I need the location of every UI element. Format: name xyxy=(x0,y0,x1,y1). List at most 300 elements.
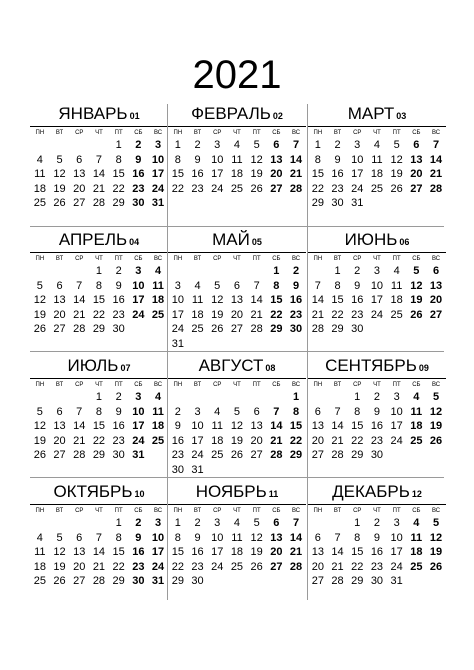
month-name: ИЮЛЬ xyxy=(67,356,119,375)
calendar-day: 24 xyxy=(351,182,364,195)
weekend-day: 14 xyxy=(289,531,303,544)
weekday-label: СР xyxy=(213,382,222,388)
calendar-day: 13 xyxy=(311,546,324,559)
weekend-day: 8 xyxy=(273,279,280,292)
weekend-day: 26 xyxy=(410,308,423,321)
calendar-day: 16 xyxy=(112,294,125,307)
calendar-day: 9 xyxy=(373,405,380,418)
month-name: МАРТ xyxy=(347,104,395,123)
calendar-day: 2 xyxy=(373,391,380,403)
calendar-day: 19 xyxy=(53,182,66,195)
calendar-day: 25 xyxy=(230,182,244,195)
month-header xyxy=(168,356,306,376)
calendar-day: 29 xyxy=(171,575,184,588)
weekend-day: 24 xyxy=(132,308,145,321)
weekend-day: 13 xyxy=(410,153,423,166)
month-number: 08 xyxy=(265,363,276,373)
calendar-day: 10 xyxy=(211,153,224,166)
month-block xyxy=(308,482,446,597)
month-header-rule xyxy=(308,126,446,127)
calendar-day: 18 xyxy=(390,294,403,307)
weekday-label: ВТ xyxy=(55,256,64,262)
calendar-day: 26 xyxy=(390,182,403,195)
month-header-rule xyxy=(308,252,446,253)
weekend-day: 9 xyxy=(135,153,142,166)
calendar-day: 4 xyxy=(214,405,221,418)
calendar-day: 20 xyxy=(311,560,324,573)
calendar-day: 14 xyxy=(331,546,344,559)
weekend-day: 31 xyxy=(151,197,165,210)
calendar-day: 1 xyxy=(95,265,102,277)
calendar-day: 17 xyxy=(211,546,224,559)
calendar-day: 21 xyxy=(92,182,106,195)
calendar-day: 15 xyxy=(112,168,125,181)
weekend-day: 7 xyxy=(432,139,440,151)
weekday-label: СБ xyxy=(412,130,421,136)
weekend-day: 9 xyxy=(292,279,300,292)
calendar-day: 7 xyxy=(95,531,102,544)
calendar-day: 5 xyxy=(393,139,400,151)
calendar-day: 25 xyxy=(370,182,384,195)
month-number: 11 xyxy=(268,489,279,499)
row-divider xyxy=(30,477,444,478)
weekday-label: ПН xyxy=(35,382,45,388)
calendar-day: 2 xyxy=(194,139,201,151)
calendar-day: 15 xyxy=(331,294,344,307)
calendar-day: 25 xyxy=(230,560,244,573)
calendar-day: 16 xyxy=(191,168,204,181)
weekend-day: 15 xyxy=(270,294,283,307)
month-name: ОКТЯБРЬ xyxy=(53,482,133,501)
calendar-day: 9 xyxy=(194,531,201,544)
calendar-day: 27 xyxy=(311,575,324,588)
weekday-label: ПТ xyxy=(392,508,401,514)
weekend-day: 30 xyxy=(132,575,145,588)
month-block xyxy=(308,356,446,471)
calendar-day: 3 xyxy=(214,139,221,151)
weekday-label: СР xyxy=(213,508,222,514)
calendar-day: 22 xyxy=(171,560,184,573)
month-header xyxy=(30,104,168,124)
calendar-day: 29 xyxy=(331,323,344,336)
calendar-day: 13 xyxy=(250,420,263,433)
weekend-day: 25 xyxy=(151,308,165,321)
calendar-day: 17 xyxy=(390,546,403,559)
weekend-day: 25 xyxy=(410,560,423,573)
weekday-label: ПТ xyxy=(252,382,261,388)
calendar-day: 23 xyxy=(171,449,184,462)
month-header-rule xyxy=(168,252,306,253)
weekday-label: ЧТ xyxy=(95,256,103,262)
weekend-day: 6 xyxy=(273,517,280,529)
weekend-day: 2 xyxy=(135,517,142,529)
weekend-day: 21 xyxy=(289,546,303,559)
weekday-label: ПТ xyxy=(252,130,261,136)
weekend-day: 28 xyxy=(289,182,303,195)
weekend-day: 19 xyxy=(429,546,443,559)
weekday-label: ПН xyxy=(313,508,323,514)
month-number: 03 xyxy=(396,111,407,121)
month-name: ФЕВРАЛЬ xyxy=(191,104,271,123)
calendar-day: 29 xyxy=(351,449,364,462)
weekday-label: СР xyxy=(353,508,362,514)
calendar-day: 1 xyxy=(95,391,102,403)
month-header xyxy=(308,356,446,376)
month-header-rule xyxy=(308,378,446,379)
weekend-day: 23 xyxy=(132,182,145,195)
month-header xyxy=(308,104,446,124)
weekend-day: 4 xyxy=(413,391,420,403)
calendar-day: 24 xyxy=(370,308,384,321)
calendar-day: 30 xyxy=(370,575,384,588)
calendar-day: 3 xyxy=(194,405,201,418)
month-number: 07 xyxy=(120,363,131,373)
weekend-day: 22 xyxy=(270,308,283,321)
calendar-day: 7 xyxy=(76,279,83,292)
weekday-label: ЧТ xyxy=(233,130,241,136)
month-block xyxy=(30,230,168,345)
weekday-label: ПН xyxy=(173,130,183,136)
calendar-day: 29 xyxy=(92,449,106,462)
calendar-day: 19 xyxy=(33,434,46,447)
weekend-day: 31 xyxy=(132,449,145,462)
weekend-day: 16 xyxy=(132,546,145,559)
year-title: 2021 xyxy=(192,53,282,97)
weekend-day: 21 xyxy=(289,168,303,181)
month-header-rule xyxy=(30,504,168,505)
weekend-day: 20 xyxy=(270,168,283,181)
weekday-label: СР xyxy=(353,256,362,262)
weekday-label: ПТ xyxy=(392,256,401,262)
calendar-day: 13 xyxy=(230,294,244,307)
calendar-day: 8 xyxy=(314,153,321,166)
weekday-label: ВТ xyxy=(193,508,202,514)
calendar-day: 9 xyxy=(174,420,181,433)
calendar-day: 2 xyxy=(334,139,341,151)
calendar-day: 28 xyxy=(331,575,344,588)
calendar-day: 29 xyxy=(92,323,106,336)
row-divider xyxy=(30,351,444,352)
weekday-label: СБ xyxy=(134,382,143,388)
calendar-day: 27 xyxy=(53,449,66,462)
calendar-day: 8 xyxy=(174,531,181,544)
weekday-label: ПТ xyxy=(392,382,401,388)
weekend-day: 17 xyxy=(132,420,145,433)
weekday-label: ВС xyxy=(291,130,301,136)
weekday-label: ВС xyxy=(431,508,441,514)
month-header-rule xyxy=(308,504,446,505)
weekend-day: 13 xyxy=(270,531,283,544)
calendar-day: 14 xyxy=(250,294,263,307)
weekend-day: 10 xyxy=(132,405,145,418)
month-block xyxy=(30,356,168,471)
weekend-day: 18 xyxy=(151,294,165,307)
calendar-day: 9 xyxy=(354,279,361,292)
weekday-label: СР xyxy=(213,130,222,136)
weekday-label: ПН xyxy=(35,508,45,514)
weekday-label: ПН xyxy=(173,256,183,262)
calendar-day: 4 xyxy=(36,153,43,166)
weekend-day: 3 xyxy=(135,265,142,277)
weekday-label: ВТ xyxy=(333,382,342,388)
calendar-day: 26 xyxy=(250,182,263,195)
calendar-day: 11 xyxy=(34,168,46,181)
calendar-day: 4 xyxy=(233,517,240,529)
calendar-day: 12 xyxy=(211,294,224,307)
calendar-day: 24 xyxy=(211,182,224,195)
month-block xyxy=(30,482,168,597)
weekday-label: СБ xyxy=(412,256,421,262)
calendar-day: 31 xyxy=(390,575,403,588)
calendar-day: 11 xyxy=(34,546,46,559)
calendar-day: 24 xyxy=(390,434,403,447)
calendar-day: 26 xyxy=(33,323,46,336)
calendar-day: 3 xyxy=(373,265,380,277)
calendar-day: 23 xyxy=(191,560,204,573)
calendar-day: 27 xyxy=(311,449,324,462)
calendar-day: 30 xyxy=(191,575,204,588)
weekend-day: 10 xyxy=(151,153,165,166)
calendar-day: 15 xyxy=(92,420,106,433)
calendar-day: 5 xyxy=(36,279,43,292)
calendar-day: 22 xyxy=(331,308,344,321)
weekday-label: ПТ xyxy=(252,508,261,514)
weekend-day: 23 xyxy=(132,560,145,573)
weekday-label: ВТ xyxy=(333,256,342,262)
calendar-day: 25 xyxy=(390,308,403,321)
calendar-day: 29 xyxy=(112,197,125,210)
calendar-day: 1 xyxy=(354,517,361,529)
calendar-day: 29 xyxy=(351,575,364,588)
calendar-day: 27 xyxy=(73,575,86,588)
weekend-day: 12 xyxy=(410,279,423,292)
calendar-day: 30 xyxy=(331,197,344,210)
calendar-day: 3 xyxy=(214,517,221,529)
weekend-day: 11 xyxy=(152,405,164,418)
weekend-day: 11 xyxy=(410,405,423,418)
weekend-day: 27 xyxy=(270,182,283,195)
weekday-label: ЧТ xyxy=(233,508,241,514)
month-block xyxy=(168,104,306,219)
month-number: 06 xyxy=(399,237,410,247)
weekend-day: 3 xyxy=(135,391,142,403)
calendar-day: 4 xyxy=(194,279,201,292)
weekday-label: ПТ xyxy=(114,382,123,388)
weekday-label: ВС xyxy=(431,382,441,388)
month-number: 12 xyxy=(411,489,422,499)
weekend-day: 21 xyxy=(429,168,443,181)
calendar-day: 14 xyxy=(92,168,106,181)
column-divider xyxy=(167,104,168,600)
weekday-label: СБ xyxy=(272,508,281,514)
calendar-day: 27 xyxy=(250,449,263,462)
weekday-label: СБ xyxy=(134,130,143,136)
calendar-day: 26 xyxy=(211,323,224,336)
calendar-day: 17 xyxy=(171,308,184,321)
weekend-day: 28 xyxy=(429,182,443,195)
month-block xyxy=(168,356,306,476)
weekend-day: 5 xyxy=(432,517,440,529)
calendar-day: 29 xyxy=(112,575,125,588)
calendar-day: 30 xyxy=(370,449,384,462)
weekday-label: СР xyxy=(353,382,362,388)
calendar-day: 24 xyxy=(390,560,403,573)
calendar-day: 2 xyxy=(115,265,122,277)
weekend-day: 6 xyxy=(432,265,440,277)
calendar-day: 15 xyxy=(311,168,324,181)
calendar-day: 23 xyxy=(191,182,204,195)
calendar-day: 26 xyxy=(33,449,46,462)
calendar-day: 12 xyxy=(53,168,66,181)
calendar-day: 23 xyxy=(112,308,125,321)
weekday-label: СБ xyxy=(412,508,421,514)
calendar-day: 20 xyxy=(73,560,86,573)
weekend-day: 25 xyxy=(151,434,165,447)
calendar-day: 8 xyxy=(115,531,122,544)
weekend-day: 4 xyxy=(154,265,162,277)
calendar-day: 7 xyxy=(76,405,83,418)
month-number: 09 xyxy=(418,363,429,373)
calendar-day: 26 xyxy=(250,560,263,573)
calendar-day: 26 xyxy=(53,575,66,588)
weekend-day: 17 xyxy=(151,168,165,181)
weekday-label: ВТ xyxy=(55,130,64,136)
weekday-label: СБ xyxy=(272,130,281,136)
month-header xyxy=(168,104,306,124)
calendar-day: 8 xyxy=(354,531,361,544)
calendar-day: 16 xyxy=(370,420,384,433)
calendar-day: 6 xyxy=(76,531,83,544)
weekend-day: 30 xyxy=(132,197,145,210)
calendar-day: 21 xyxy=(250,308,263,321)
calendar-day: 24 xyxy=(191,449,204,462)
weekend-day: 2 xyxy=(292,265,300,277)
calendar-day: 8 xyxy=(334,279,341,292)
calendar-day: 20 xyxy=(53,308,66,321)
calendar-day: 28 xyxy=(73,449,86,462)
weekday-label: ПТ xyxy=(392,130,401,136)
calendar-day: 19 xyxy=(33,308,46,321)
calendar-day: 30 xyxy=(171,464,184,476)
calendar-day: 1 xyxy=(354,391,361,403)
weekend-day: 12 xyxy=(429,531,443,544)
weekday-label: СР xyxy=(75,508,84,514)
calendar-day: 21 xyxy=(331,560,344,573)
weekday-label: ЧТ xyxy=(373,130,381,136)
calendar-day: 19 xyxy=(250,168,263,181)
calendar-day: 3 xyxy=(393,517,400,529)
calendar-day: 8 xyxy=(95,405,102,418)
weekend-day: 18 xyxy=(410,546,423,559)
month-header xyxy=(30,356,168,376)
calendar-day: 10 xyxy=(390,531,403,544)
calendar-day: 17 xyxy=(351,168,364,181)
calendar-day: 31 xyxy=(191,464,204,476)
calendar-day: 4 xyxy=(393,265,400,277)
calendar-day: 13 xyxy=(73,546,86,559)
weekend-day: 27 xyxy=(429,308,443,321)
calendar-day: 12 xyxy=(250,153,263,166)
calendar-day: 24 xyxy=(211,560,224,573)
weekend-day: 29 xyxy=(270,323,283,336)
calendar-day: 22 xyxy=(171,182,184,195)
weekend-day: 14 xyxy=(270,420,283,433)
calendar-day: 9 xyxy=(115,279,122,292)
weekday-label: ПН xyxy=(313,256,323,262)
calendar-day: 22 xyxy=(112,182,125,195)
calendar-day: 31 xyxy=(351,197,364,210)
calendar-day: 15 xyxy=(171,546,184,559)
calendar-day: 12 xyxy=(53,546,66,559)
calendar-day: 13 xyxy=(73,168,86,181)
calendar-day: 16 xyxy=(331,168,344,181)
month-header-rule xyxy=(168,378,306,379)
weekday-label: ВТ xyxy=(193,382,202,388)
calendar-day: 22 xyxy=(92,308,106,321)
calendar-day: 6 xyxy=(56,405,63,418)
calendar-day: 14 xyxy=(311,294,324,307)
calendar-day: 10 xyxy=(390,405,403,418)
calendar-day: 5 xyxy=(214,279,221,292)
calendar-day: 14 xyxy=(73,294,86,307)
weekday-label: ПН xyxy=(313,382,323,388)
weekend-day: 28 xyxy=(289,560,303,573)
calendar-day: 3 xyxy=(354,139,361,151)
weekday-label: ВТ xyxy=(193,256,202,262)
weekend-day: 10 xyxy=(151,531,165,544)
calendar-day: 12 xyxy=(33,420,46,433)
calendar-day: 5 xyxy=(233,405,240,418)
calendar-day: 15 xyxy=(112,546,125,559)
weekday-label: ПН xyxy=(313,130,323,136)
weekday-label: ВС xyxy=(153,382,163,388)
calendar-day: 27 xyxy=(53,323,66,336)
month-name: АВГУСТ xyxy=(198,356,264,375)
weekday-label: ПН xyxy=(173,382,183,388)
calendar-day: 11 xyxy=(390,279,403,292)
calendar-day: 3 xyxy=(393,391,400,403)
weekday-label: ВТ xyxy=(55,508,64,514)
calendar-day: 18 xyxy=(230,168,244,181)
calendar-day: 10 xyxy=(171,294,184,307)
weekday-label: ВТ xyxy=(333,130,342,136)
calendar-day: 30 xyxy=(351,323,364,336)
weekday-label: ПН xyxy=(173,508,183,514)
weekend-day: 16 xyxy=(289,294,303,307)
calendar-day: 8 xyxy=(115,153,122,166)
calendar-day: 26 xyxy=(230,449,244,462)
calendar-day: 21 xyxy=(331,434,344,447)
calendar-day: 7 xyxy=(314,279,321,292)
calendar-day: 20 xyxy=(250,434,263,447)
calendar-day: 16 xyxy=(191,546,204,559)
calendar-day: 7 xyxy=(334,531,341,544)
calendar-day: 27 xyxy=(230,323,244,336)
calendar-day: 16 xyxy=(171,434,184,447)
calendar-day: 30 xyxy=(112,323,125,336)
weekend-day: 8 xyxy=(292,405,300,418)
month-number: 04 xyxy=(129,237,140,247)
calendar-day: 7 xyxy=(334,405,341,418)
weekend-day: 1 xyxy=(292,391,300,403)
calendar-day: 16 xyxy=(351,294,364,307)
month-name: ИЮНЬ xyxy=(344,230,398,249)
calendar-day: 6 xyxy=(76,153,83,166)
weekday-label: ПТ xyxy=(114,508,123,514)
month-block xyxy=(308,230,446,345)
month-number: 02 xyxy=(272,111,283,121)
calendar-day: 10 xyxy=(191,420,204,433)
